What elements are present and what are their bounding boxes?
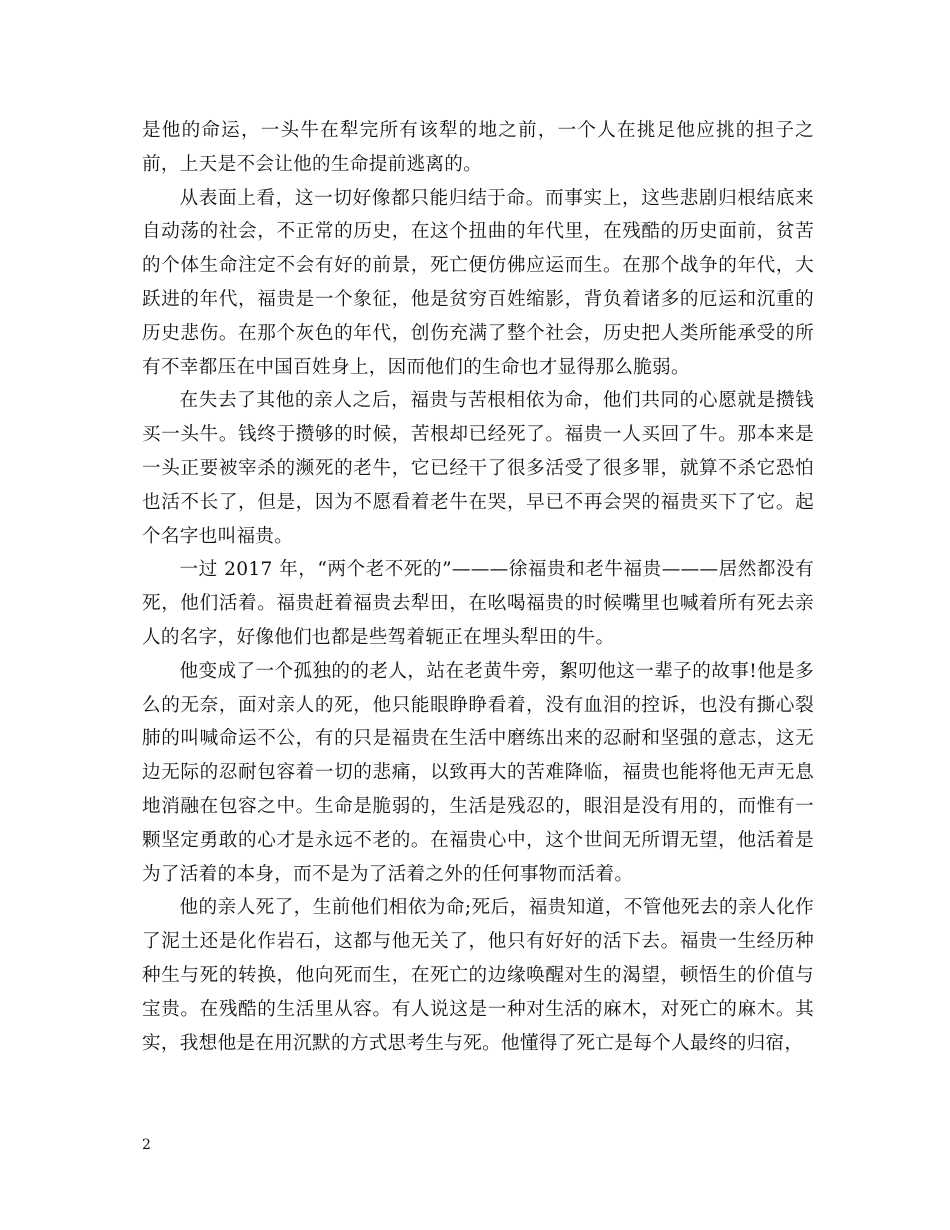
page-number: 2 (142, 1137, 151, 1153)
paragraph-4: 一过 2017 年，“两个老不死的”———徐福贵和老牛福贵———居然都没有死，他们活着。福贵赶着福贵去犁田，在吆喝福贵的时候嘴里也喊着所有死去亲人的名字，好像他们也都是些驾着轭正在埋头犁田的牛。 (142, 559, 814, 648)
body-text (142, 114, 814, 1060)
paragraph-1: 是他的命运，一头牛在犁完所有该犁的地之前，一个人在挑足他应挑的担子之前，上天是不会让他的生命提前逃离的。 (142, 120, 814, 175)
paragraph-5: 他变成了一个孤独的的老人，站在老黄牛旁，絮叨他这一辈子的故事!他是多么的无奈，面对亲人的死，他只能眼睁睁看着，没有血泪的控诉，也没有撕心裂肺的叫喊命运不公，有的只是福贵在生活中磨练出来的忍耐和坚强的意志，这无边无际的忍耐包容着一切的悲痛，以致再大的苦难降临，福贵也能将他无声无息地消融在包容之中。生命是脆弱的，生活是残忍的，眼泪是没有用的，而惟有一颗坚定勇敢的心才是永远不老的。在福贵心中，这个世间无所谓无望，他活着是为了活着的本身，而不是为了活着之外的任何事物而活着。 (142, 660, 814, 885)
paragraph-6: 他的亲人死了，生前他们相依为命;死后，福贵知道，不管他死去的亲人化作了泥土还是化作岩石，这都与他无关了，他只有好好的活下去。福贵一生经历种种生与死的转换，他向死而生，在死亡的边缘唤醒对生的渴望，顿悟生的价值与宝贵。在残酷的生活里从容。有人说这是一种对生活的麻木，对死亡的麻木。其实，我想他是在用沉默的方式思考生与死。他懂得了死亡是每个人最终的归宿， (142, 897, 814, 1054)
paragraph-3: 在失去了其他的亲人之后，福贵与苦根相依为命，他们共同的心愿就是攒钱买一头牛。钱终于攒够的时候，苦根却已经死了。福贵一人买回了牛。那本来是一头正要被宰杀的濒死的老牛，它已经干了很多活受了很多罪，就算不杀它恐怕也活不长了，但是，因为不愿看着老牛在哭，早已不再会哭的福贵买下了它。起个名字也叫福贵。 (142, 390, 814, 547)
paragraph-2: 从表面上看，这一切好像都只能归结于命。而事实上，这些悲剧归根结底来自动荡的社会，不正常的历史，在这个扭曲的年代里，在残酷的历史面前，贫苦的个体生命注定不会有好的前景，死亡便仿佛应运而生。在那个战争的年代，大跃进的年代，福贵是一个象征，他是贫穷百姓缩影，背负着诸多的厄运和沉重的历史悲伤。在那个灰色的年代，创伤充满了整个社会，历史把人类所能承受的所有不幸都压在中国百姓身上，因而他们的生命也才显得那么脆弱。 (142, 187, 814, 378)
